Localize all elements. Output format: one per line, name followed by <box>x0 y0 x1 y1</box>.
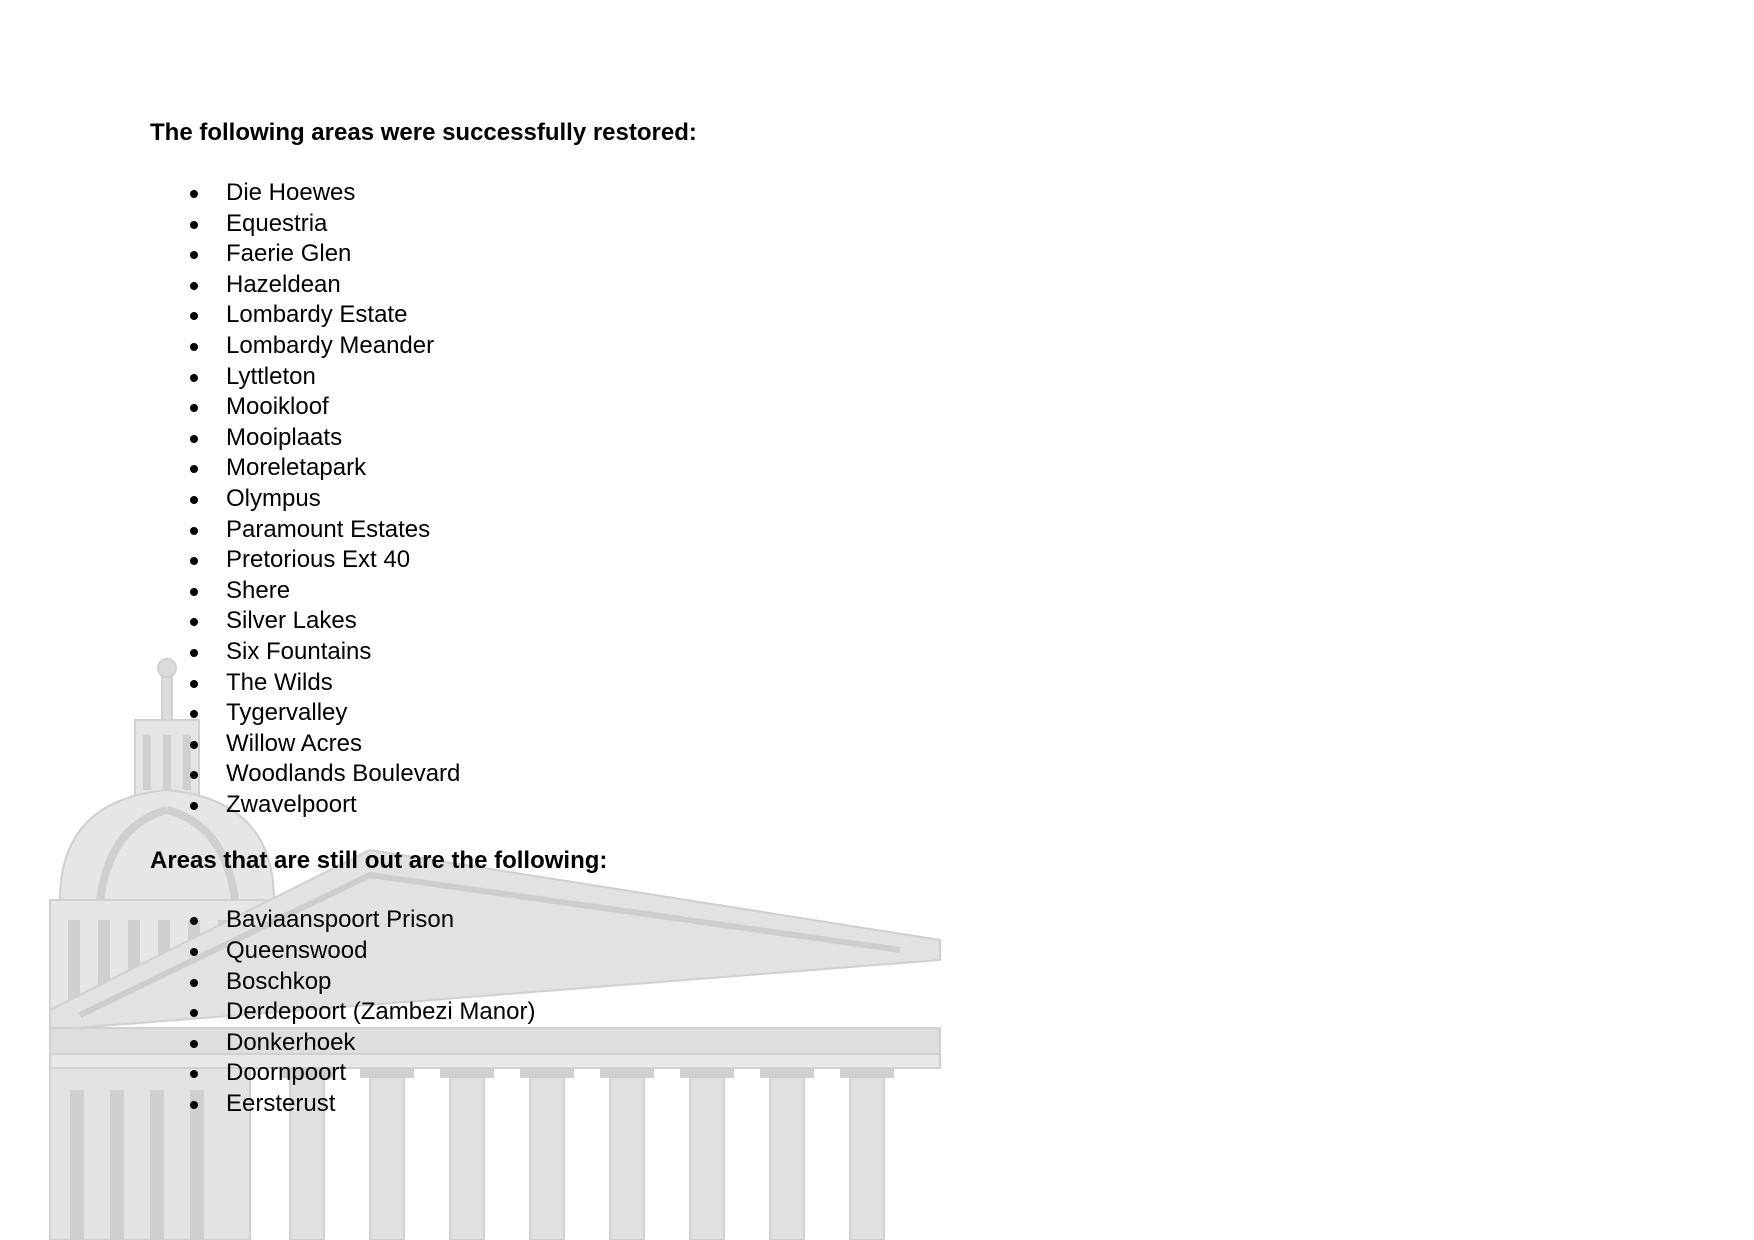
list-item <box>150 1028 697 1059</box>
area-name: Paramount Estates <box>226 515 431 543</box>
bullet-icon <box>190 1009 198 1017</box>
bullet-icon <box>190 343 198 351</box>
bullet-icon <box>190 649 198 657</box>
bullet-icon <box>190 948 198 956</box>
list-item <box>150 905 697 936</box>
bullet-icon <box>190 251 198 259</box>
bullet-icon <box>190 979 198 987</box>
bullet-icon <box>190 1101 198 1109</box>
area-name: Faerie Glen <box>226 240 352 268</box>
area-name: Olympus <box>226 484 321 512</box>
bullet-icon <box>190 741 198 749</box>
list-item <box>150 790 697 821</box>
out-heading: Areas that are still out are the following: <box>150 847 608 875</box>
bullet-icon <box>190 374 198 382</box>
area-name: Hazeldean <box>226 270 341 298</box>
list-item <box>150 668 697 699</box>
bullet-icon <box>190 1070 198 1078</box>
area-name: Moreletapark <box>226 454 367 482</box>
list-item <box>150 1089 697 1120</box>
bullet-icon <box>190 710 198 718</box>
area-name: Equestria <box>226 209 328 237</box>
area-name: Die Hoewes <box>226 179 356 206</box>
area-name: Boschkop <box>226 967 332 995</box>
bullet-icon <box>190 190 198 198</box>
area-name: Shere <box>226 576 291 604</box>
document-body <box>150 118 697 1120</box>
list-item <box>150 239 697 270</box>
list-item <box>150 997 697 1028</box>
bullet-icon <box>190 465 198 473</box>
area-name: Doornpoort <box>226 1059 347 1087</box>
bullet-icon <box>190 221 198 229</box>
list-item <box>150 759 697 790</box>
area-name: Lyttleton <box>226 362 316 390</box>
area-name: Derdepoort (Zambezi Manor) <box>226 998 536 1026</box>
list-item <box>150 967 697 998</box>
list-item <box>150 1058 697 1089</box>
restored-areas-list <box>150 178 697 820</box>
out-areas-list <box>150 905 697 1119</box>
area-name: Queenswood <box>226 937 368 965</box>
list-item <box>150 515 697 546</box>
bullet-icon <box>190 1040 198 1048</box>
bullet-icon <box>190 588 198 596</box>
list-item <box>150 936 697 967</box>
list-item <box>150 545 697 576</box>
bullet-icon <box>190 312 198 320</box>
list-item <box>150 178 697 209</box>
list-item <box>150 576 697 607</box>
bullet-icon <box>190 802 198 810</box>
area-name: Eersterust <box>226 1090 336 1118</box>
area-name: Pretorious Ext 40 <box>226 546 411 574</box>
area-name: Baviaanspoort Prison <box>226 906 455 934</box>
list-item <box>150 362 697 393</box>
area-name: Willow Acres <box>226 729 363 757</box>
list-item <box>150 698 697 729</box>
area-name: Silver Lakes <box>226 607 357 635</box>
list-item <box>150 331 697 362</box>
bullet-icon <box>190 771 198 779</box>
bullet-icon <box>190 557 198 565</box>
bullet-icon <box>190 435 198 443</box>
area-name: Woodlands Boulevard <box>226 760 461 788</box>
area-name: Lombardy Meander <box>226 331 435 359</box>
area-name: Six Fountains <box>226 637 372 665</box>
list-item <box>150 453 697 484</box>
bullet-icon <box>190 404 198 412</box>
bullet-icon <box>190 680 198 688</box>
list-item <box>150 637 697 668</box>
area-name: Lombardy Estate <box>226 301 408 329</box>
list-item <box>150 300 697 331</box>
bullet-icon <box>190 917 198 925</box>
area-name: Zwavelpoort <box>226 790 357 818</box>
area-name: Mooiplaats <box>226 423 343 451</box>
list-item <box>150 484 697 515</box>
list-item <box>150 729 697 760</box>
bullet-icon <box>190 527 198 535</box>
restored-heading: The following areas were successfully restored: <box>150 119 697 146</box>
list-item <box>150 209 697 240</box>
bullet-icon <box>190 282 198 290</box>
list-item <box>150 392 697 423</box>
list-item <box>150 270 697 301</box>
bullet-icon <box>190 618 198 626</box>
bullet-icon <box>190 496 198 504</box>
list-item <box>150 423 697 454</box>
list-item <box>150 606 697 637</box>
area-name: The Wilds <box>226 668 333 696</box>
area-name: Mooikloof <box>226 393 329 421</box>
area-name: Donkerhoek <box>226 1028 356 1056</box>
area-name: Tygervalley <box>226 699 348 727</box>
